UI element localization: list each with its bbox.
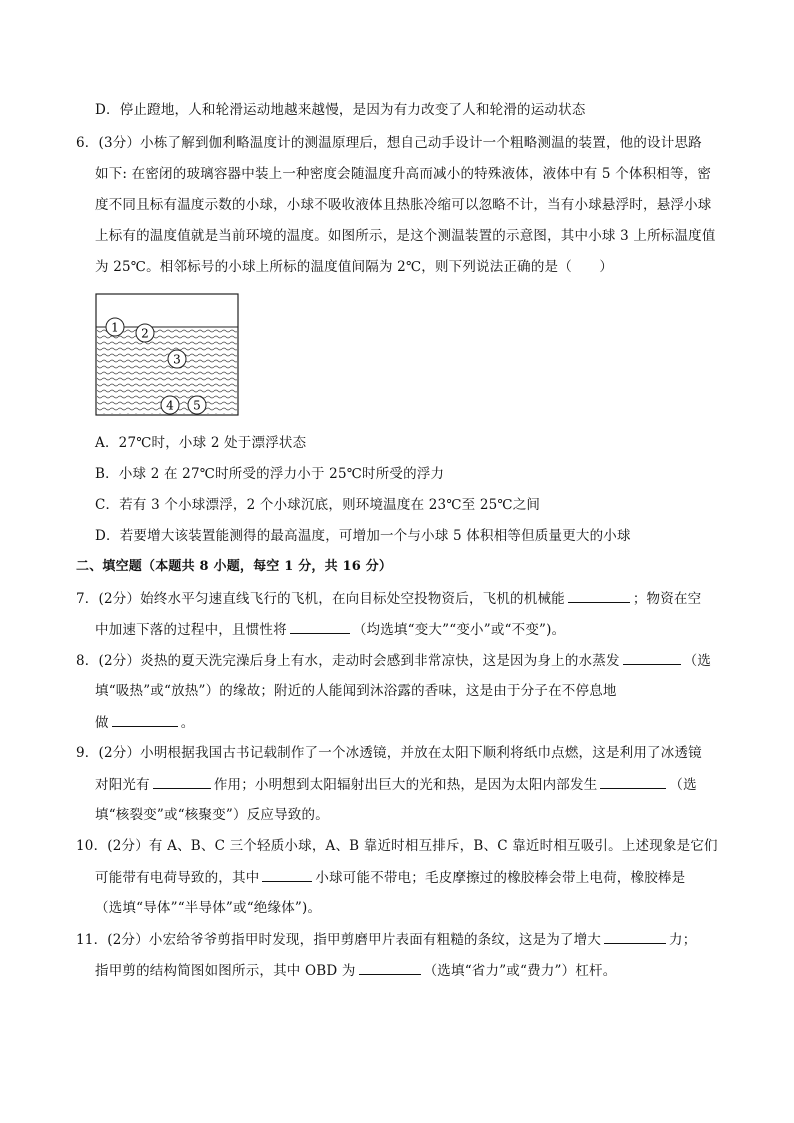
q7-text-2b: （均选填“变大”“变小”或“不变”)。 — [352, 622, 566, 638]
q8-blank-1 — [623, 650, 681, 665]
q7-blank-2 — [290, 619, 350, 634]
q9-line-1: 9．(2分）小明根据我国古书记载制作了一个冰透镜，并放在太阳下顺利将纸巾点燃，这是利用了冰透镜 — [76, 745, 702, 761]
q6-option-b: B．小球 2 在 27℃时所受的浮力小于 25℃时所受的浮力 — [95, 466, 445, 482]
q6-option-c: C．若有 3 个小球漂浮，2 个小球沉底，则环境温度在 23℃至 25℃之间 — [95, 497, 541, 513]
q6-stem-line-5: 为 25℃。相邻标号的小球上所标的温度值间隔为 2℃，则下列说法正确的是（ ） — [95, 259, 614, 275]
q9-line-2 — [95, 774, 697, 795]
q8-line-1 — [76, 650, 711, 671]
q7-text-1a: 7．(2分）始终水平匀速直线飞行的飞机，在向目标处空投物资后，飞机的机械能 — [76, 591, 565, 607]
q9-blank-2 — [600, 774, 666, 789]
q10-line-3: （选填“导体”“半导体”或“绝缘体”)。 — [95, 900, 322, 916]
q10-line-2 — [95, 867, 685, 888]
q6-stem-line-4: 上标有的温度值就是当前环境的温度。如图所示，是这个测温装置的示意图，其中小球 3 上所标温度值 — [95, 228, 716, 244]
q6-stem-line-1: 6．(3分）小栋了解到伽利略温度计的测温原理后，想自己动手设计一个粗略测温的装置，他的设计思路 — [76, 135, 702, 151]
ball-1 — [106, 318, 124, 336]
q6-stem-line-2: 如下: 在密闭的玻璃容器中装上一种密度会随温度升高而减小的特殊液体，液体中有 5 个体积相等，密 — [95, 166, 712, 182]
q11-text-1b: 力； — [669, 932, 697, 948]
ball-2-label: 2 — [141, 326, 149, 341]
ball-5 — [188, 396, 206, 414]
ball-3 — [168, 350, 186, 368]
q11-line-1 — [76, 929, 696, 950]
q9-text-2c: （选 — [669, 777, 697, 793]
q11-blank-1 — [604, 929, 666, 944]
q9-line-3: 填“核裂变”或“核聚变”）反应导致的。 — [95, 807, 329, 823]
q8-text-1b: （选 — [683, 653, 712, 669]
q11-text-2b: （选填“省力”或“费力”）杠杆。 — [423, 963, 617, 979]
q11-blank-2 — [359, 960, 421, 975]
q6-option-d: D．若要增大该装置能测得的最高温度，可增加一个与小球 5 体积相等但质量更大的小球 — [95, 528, 631, 544]
q9-text-2b: 作用；小明想到太阳辐射出巨大的光和热，是因为太阳内部发生 — [213, 777, 598, 793]
section-2-heading: 二、填空题（本题共 8 小题，每空 1 分，共 16 分） — [76, 559, 393, 574]
q8-text-3b: 。 — [180, 715, 195, 731]
q7-line-1 — [76, 588, 701, 609]
q9-text-2a: 对阳光有 — [95, 777, 150, 793]
q11-text-2a: 指甲剪的结构简图如图所示，其中 OBD 为 — [95, 963, 356, 979]
q10-line-1: 10．(2分）有 A、B、C 三个轻质小球，A、B 靠近时相互排斥，B、C 靠近时相互吸引。上述现象是它们 — [76, 838, 718, 854]
q10-text-2a: 可能带有电荷导致的，其中 — [95, 870, 260, 886]
q10-blank-1 — [262, 867, 312, 882]
ball-3-label: 3 — [173, 352, 181, 367]
q11-line-2 — [95, 960, 616, 981]
q8-line-3 — [95, 712, 194, 733]
ball-1-label: 1 — [111, 320, 119, 335]
q9-blank-1 — [153, 774, 211, 789]
q8-blank-2 — [112, 712, 178, 727]
q6-stem-line-3: 度不同且标有温度示数的小球，小球不吸收液体且热胀冷缩可以忽略不计，当有小球悬浮时，悬浮小球 — [95, 197, 712, 213]
q10-text-2b: 小球可能不带电；毛皮摩擦过的橡胶棒会带上电荷，橡胶棒是 — [315, 870, 686, 886]
ball-4-label: 4 — [166, 398, 174, 413]
q7-line-2 — [95, 619, 565, 640]
q7-text-1b: ；物资在空 — [632, 591, 702, 607]
thermometer-container-diagram — [94, 292, 242, 418]
ball-5-label: 5 — [193, 398, 201, 413]
q11-text-1a: 11．(2分）小宏给爷爷剪指甲时发现，指甲剪磨甲片表面有粗糙的条纹，这是为了增大 — [76, 932, 602, 948]
q8-text-3a: 做 — [95, 715, 109, 731]
q5-option-d: D．停止蹬地，人和轮滑运动地越来越慢，是因为有力改变了人和轮滑的运动状态 — [95, 102, 586, 118]
q7-text-2a: 中加速下落的过程中，且惯性将 — [95, 622, 287, 638]
ball-2 — [136, 324, 154, 342]
q6-option-a: A．27℃时，小球 2 处于漂浮状态 — [95, 435, 307, 451]
ball-4 — [161, 396, 179, 414]
q7-blank-1 — [568, 588, 630, 603]
q8-text-1a: 8．(2分）炎热的夏天洗完澡后身上有水，走动时会感到非常凉快，这是因为身上的水蒸发 — [76, 653, 620, 669]
q8-line-2: 填“吸热”或“放热”）的缘故；附近的人能闻到沐浴露的香味，这是由于分子在不停息地 — [95, 683, 617, 699]
